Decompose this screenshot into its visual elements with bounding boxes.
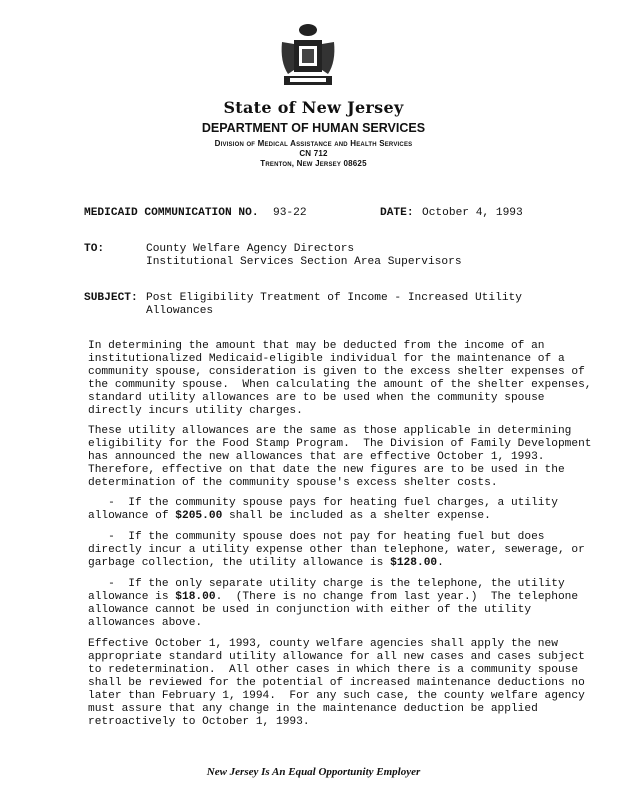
bullet-3-line: allowance cannot be used in conjunction with either of the utility	[88, 604, 532, 616]
paragraph-2-line: has announced the new allowances that are effective October 1, 1993.	[88, 451, 545, 463]
heating-allowance-amount: $205.00	[175, 510, 223, 522]
to-label: TO:	[84, 243, 105, 255]
paragraph-3-line: shall be reviewed for the potential of increased maintenance deductions no	[88, 677, 585, 689]
paragraph-2-line: determination of the community spouse's excess shelter costs.	[88, 477, 498, 489]
to-line-1: County Welfare Agency Directors	[146, 243, 355, 255]
telephone-allowance-amount: $18.00	[175, 591, 216, 603]
address: Trenton, New Jersey 08625	[260, 159, 367, 168]
bullet-2-line: garbage collection, the utility allowance is $128.00.	[88, 557, 444, 569]
to-line-2: Institutional Services Section Area Supervisors	[146, 256, 462, 268]
paragraph-1-line: In determining the amount that may be deducted from the income of an	[88, 340, 545, 352]
paragraph-2-line: Therefore, effective on that date the new figures are to be used in the	[88, 464, 565, 476]
date-value: October 4, 1993	[422, 207, 523, 219]
bullet-2-line: directly incur a utility expense other than telephone, water, sewerage, or	[88, 544, 585, 556]
bullet-3-line: allowance is $18.00. (There is no change from last year.) The telephone	[88, 591, 579, 603]
paragraph-1-line: institutionalized Medicaid-eligible individual for the maintenance of a	[88, 353, 565, 365]
paragraph-3-line: Effective October 1, 1993, county welfare agencies shall apply the new	[88, 638, 558, 650]
division-name: Division of Medical Assistance and Health Services	[214, 139, 413, 148]
paragraph-1-line: the community spouse. When calculating the amount of the shelter expenses,	[88, 379, 592, 391]
state-seal-icon	[278, 22, 338, 90]
mail-box: CN 712	[299, 149, 328, 158]
paragraph-3-line: later than February 1, 1994. For any such case, the county welfare agency	[88, 690, 585, 702]
bullet-1-line: - If the community spouse pays for heating fuel charges, a utility	[88, 497, 558, 509]
bullet-2-line: - If the community spouse does not pay for heating fuel but does	[88, 531, 545, 543]
paragraph-1-line: standard utility allowances are to be used when the community spouse	[88, 392, 545, 404]
state-name: State of New Jersey	[223, 98, 404, 117]
paragraph-2-line: eligibility for the Food Stamp Program. The Division of Family Development	[88, 438, 592, 450]
bullet-3-line: allowances above.	[88, 617, 203, 629]
subject-label: SUBJECT:	[84, 292, 138, 304]
footer-note: New Jersey Is An Equal Opportunity Employer	[206, 766, 421, 778]
bullet-1-line: allowance of $205.00 shall be included as a shelter expense.	[88, 510, 491, 522]
department-name: DEPARTMENT OF HUMAN SERVICES	[201, 121, 426, 135]
communication-number: 93-22	[273, 207, 307, 219]
paragraph-3-line: must assure that any change in the maintenance deduction be applied	[88, 703, 538, 715]
date-label: DATE:	[380, 207, 414, 219]
subject-line-2: Allowances	[146, 305, 214, 317]
communication-label: MEDICAID COMMUNICATION NO.	[84, 207, 259, 219]
paragraph-3-line: appropriate standard utility allowance for all new cases and cases subject	[88, 651, 585, 663]
utility-allowance-amount: $128.00	[390, 557, 438, 569]
paragraph-1-line: community spouse, consideration is given to the excess shelter expenses of	[88, 366, 585, 378]
paragraph-2-line: These utility allowances are the same as those applicable in determining	[88, 425, 572, 437]
subject-line-1: Post Eligibility Treatment of Income - Increased Utility	[146, 292, 522, 304]
bullet-3-line: - If the only separate utility charge is the telephone, the utility	[88, 578, 565, 590]
paragraph-3-line: retroactively to October 1, 1993.	[88, 716, 310, 728]
paragraph-3-line: to redetermination. All other cases in which there is a community spouse	[88, 664, 579, 676]
paragraph-1-line: directly incurs utility charges.	[88, 405, 303, 417]
